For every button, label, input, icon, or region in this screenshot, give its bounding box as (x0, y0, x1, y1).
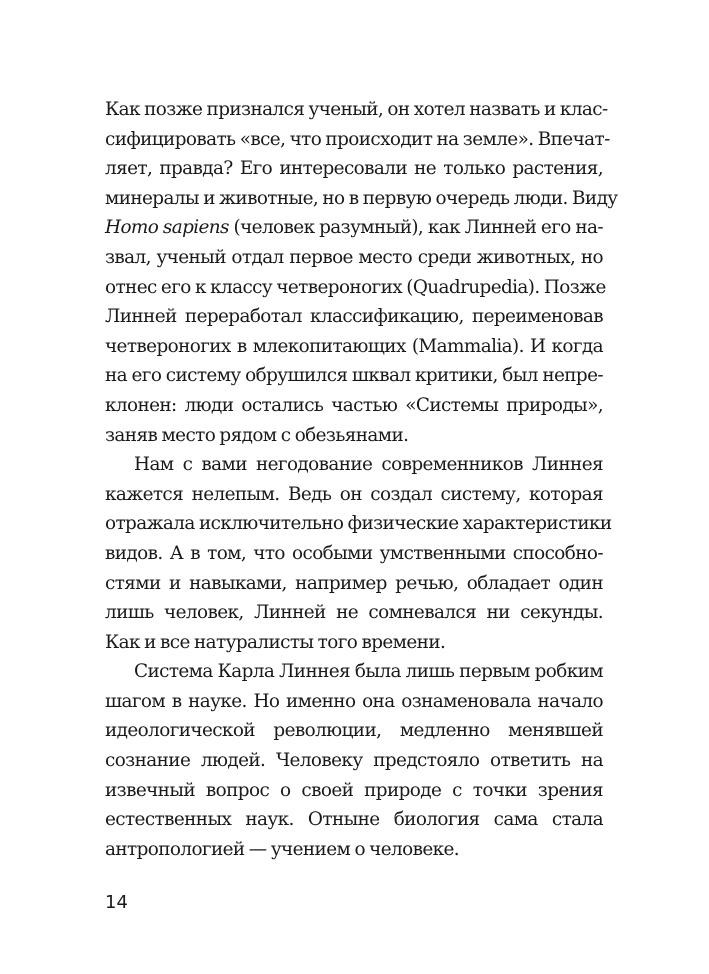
text-line: отнес его к классу четвероногих (Quadrupedia). Позже (105, 276, 606, 298)
text-line: Нам с вами негодование современников Линнея (134, 454, 603, 476)
text-line: Система Карла Линнея была лишь первым робким (134, 661, 603, 683)
text-line: извечный вопрос о своей природе с точки зрения (105, 779, 603, 801)
text-line: Как и все натуралисты того времени. (105, 631, 446, 653)
text-line: сознание людей. Человеку предстояло ответить на (105, 750, 603, 772)
text-line: лишь человек, Линней не сомневался ни секунды. (105, 602, 603, 624)
text-line: сифицировать «все, что происходит на земле». Впечат- (105, 128, 610, 150)
species-name-italic: Homo sapiens (105, 217, 229, 239)
text-line: ляет, правда? Его интересовали не только растения, (105, 158, 603, 180)
text-line: идеологической революции, медленно менявшей (105, 720, 603, 742)
text-line: на его систему обрушился шквал критики, был непре- (105, 365, 603, 387)
text-line: клонен: люди остались частью «Системы природы», (105, 394, 603, 416)
text-line: Как позже признался ученый, он хотел назвать и клас- (105, 99, 608, 120)
text-line: естественных наук. Отныне биология сама стала (105, 809, 603, 831)
paragraph-1 (105, 95, 618, 450)
page-number: 14 (105, 892, 128, 913)
text-line: заняв место рядом с обезьянами. (105, 424, 409, 446)
text-line: отражала исключительно физические характеристики (105, 513, 612, 535)
text-line: видов. А в том, что особыми умственными способно- (105, 542, 603, 564)
page-body (105, 95, 618, 864)
text-line (105, 213, 603, 243)
paragraph-3 (105, 657, 603, 864)
text-line: звал, ученый отдал первое место среди животных, но (105, 246, 603, 268)
text-line: стями и навыками, например речью, обладает один (105, 572, 603, 594)
text-line: кажется нелепым. Ведь он создал систему, которая (105, 483, 603, 505)
text-line: антропологией — учением о человеке. (105, 838, 460, 860)
text-line: Линней переработал классификацию, переименовав (105, 306, 603, 328)
text-line: четвероногих в млекопитающих (Mammalia). И когда (105, 335, 603, 357)
text-line: минералы и животные, но в первую очередь люди. Виду (105, 187, 618, 209)
text-line-rest: (человек разумный), как Линней его на- (228, 217, 604, 239)
paragraph-2 (105, 450, 612, 657)
text-line: шагом в науке. Но именно она ознаменовала начало (105, 690, 603, 712)
